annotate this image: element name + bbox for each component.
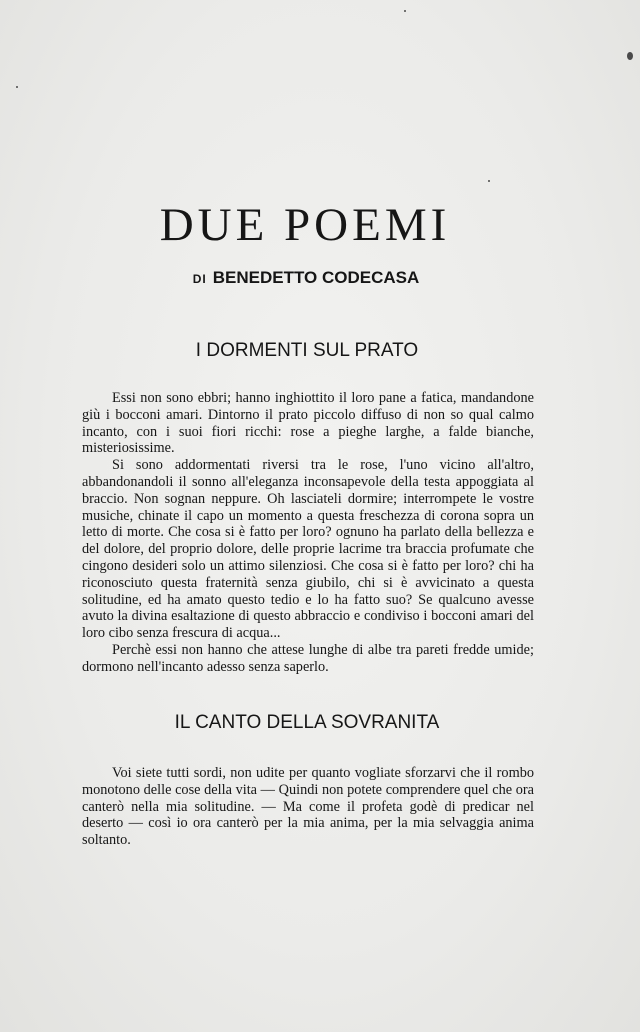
author-name: BENEDETTO CODECASA [212, 268, 420, 287]
paragraph: Perchè essi non hanno che attese lunghe di albe tra pareti fredde umide; dormono nell'incanto adesso senza saperlo. [82, 641, 534, 675]
paragraph: Si sono addormentati riversi tra le rose, l'uno vicino all'altro, abbandonandoli il sonno all'eleganza inconsapevole della testa appoggiata al braccio. Non sognan neppure. Oh lasciateli dormire; interrompete le vostre musiche, chinate il capo un momento a questa freschezza di corona sopra un letto di morte. Che cosa si è fatto per loro? ognuno ha parlato della bellezza e del dolore, del proprio dolore, delle proprie lacrime tra braccia profumate che cingono desideri solo un attimo silenziosi. Che cosa si è fatto per loro? chi ha riconosciuto questa fraternità senza giubilo, chi si è avvicinato a questa solitudine, ed ha amato questo tedio e lo ha fatto suo? Se qualcuno avesse avuto la divina esaltazione di questo abbraccio e condiviso i bocconi amari del loro cibo senza frescura di acqua... [82, 457, 534, 642]
section-heading: I DORMENTI SUL PRATO [195, 340, 419, 361]
ink-speck [627, 52, 633, 60]
paragraph: Essi non sono ebbri; hanno inghiottito il loro pane a fatica, mandandone giù i bocconi amari. Dintorno il prato piccolo diffuso di non so qual calmo incanto, con i suoi fiori ricchi: rose a pieghe larghe, a falde bianche, misteriosissime. [82, 390, 534, 457]
ink-speck [488, 180, 490, 182]
ink-speck [404, 10, 406, 12]
section-body [82, 390, 534, 676]
document-title: DUE POEMI [159, 199, 451, 251]
paragraph: Voi siete tutti sordi, non udite per quanto vogliate sforzarvi che il rombo monotono delle cose della vita — Quindi non potete comprendere quel che ora canterò nella mia solitudine. — Ma come il profeta godè di predicar nel deserto — così io ora canterò per la mia anima, per la mia selvaggia anima soltanto. [82, 765, 534, 849]
section-heading: IL CANTO DELLA SOVRANITA [174, 712, 440, 733]
byline-prefix: DI [192, 272, 207, 286]
byline [0, 268, 612, 288]
section-body [82, 765, 534, 849]
ink-speck [16, 86, 18, 88]
